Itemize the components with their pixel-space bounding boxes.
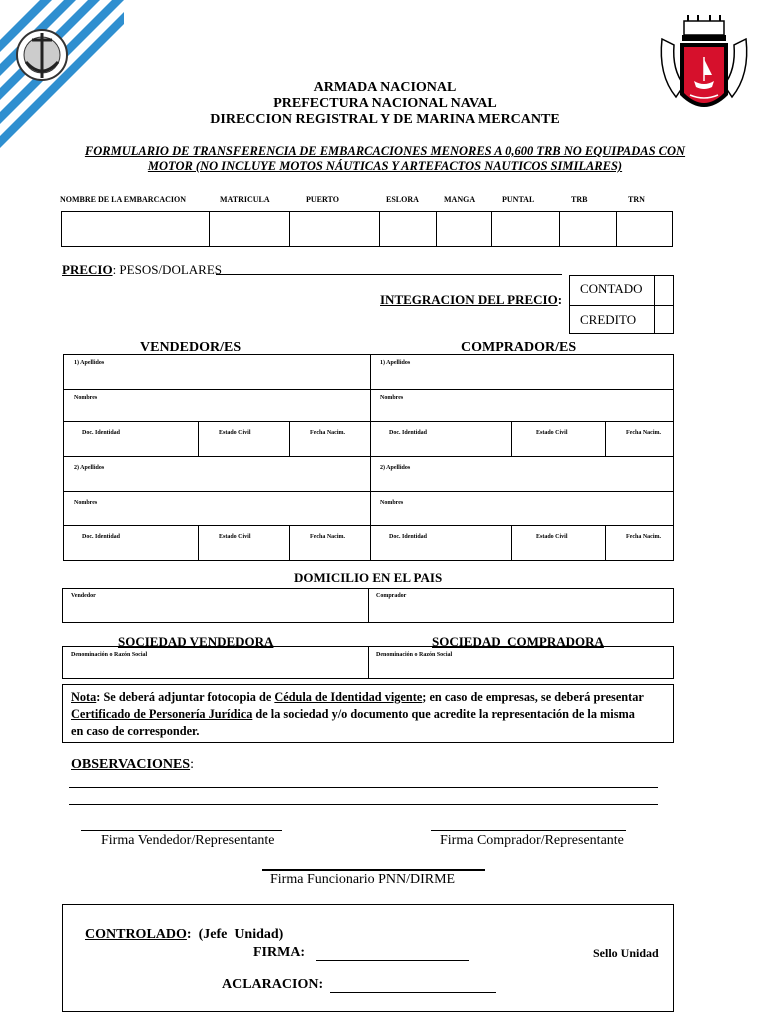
seller1-doc-field[interactable]: Doc. Identidad — [82, 430, 121, 436]
sociedad-seller-heading: SOCIEDAD VENDEDORA — [118, 634, 274, 649]
cell-divider — [511, 421, 512, 456]
domicilio-divider — [368, 589, 369, 622]
seller-heading: VENDEDOR/ES — [140, 340, 242, 355]
buyer1-apellidos-field[interactable]: 1) Apellidos — [380, 360, 411, 366]
col-header-matricula: MATRICULA — [220, 195, 270, 204]
cell-divider — [511, 525, 512, 560]
cell-divider — [198, 525, 199, 560]
observaciones-input-line-1[interactable] — [69, 787, 658, 788]
integracion-line — [380, 292, 562, 308]
buyer1-nombres-field[interactable]: Nombres — [380, 395, 404, 401]
sociedad-seller-field[interactable]: Denominación o Razón Social — [71, 652, 148, 658]
row-divider — [64, 525, 673, 526]
vessel-eslora-input[interactable] — [380, 212, 437, 246]
note-label: Nota — [71, 690, 97, 704]
controlado-box — [62, 904, 674, 1012]
price-input-line[interactable] — [216, 274, 562, 275]
vessel-row — [61, 211, 673, 247]
vessel-puntal-input[interactable] — [492, 212, 560, 246]
observaciones-label: OBSERVACIONES — [71, 757, 191, 772]
cell-divider — [289, 421, 290, 456]
parties-table — [63, 354, 674, 561]
integracion-colon: : — [557, 292, 563, 307]
price-label: PRECIO — [62, 262, 113, 277]
seller2-doc-field[interactable]: Doc. Identidad — [82, 534, 121, 540]
domicilio-seller-field[interactable]: Vendedor — [71, 593, 96, 599]
option-credito-label: CREDITO — [580, 312, 637, 327]
aclaracion-label: ACLARACION: — [222, 977, 324, 992]
vessel-trn-input[interactable] — [617, 212, 672, 246]
domicilio-buyer-field[interactable]: Comprador — [376, 593, 407, 599]
form-title-line-1: FORMULARIO DE TRANSFERENCIA DE EMBARCACIONES MENORES A 0,600 TRB NO EQUIPADAS CON — [84, 144, 686, 158]
firma-label: FIRMA: — [253, 945, 306, 960]
buyer2-estado-field[interactable]: Estado Civil — [536, 534, 568, 540]
row-divider — [64, 389, 673, 390]
col-header-manga: MANGA — [444, 195, 476, 204]
buyer-heading: COMPRADOR/ES — [461, 340, 577, 355]
sociedad-buyer-field[interactable]: Denominación o Razón Social — [376, 652, 453, 658]
buyer2-nombres-field[interactable]: Nombres — [380, 500, 404, 506]
row-divider — [64, 421, 673, 422]
row-divider — [64, 491, 673, 492]
col-header-trn: TRN — [628, 195, 645, 204]
vessel-matricula-input[interactable] — [210, 212, 290, 246]
note-certificado: Certificado de Personería Jurídica — [71, 707, 253, 721]
seller2-apellidos-field[interactable]: 2) Apellidos — [74, 465, 105, 471]
option-contado-checkbox[interactable] — [654, 276, 674, 305]
official-signature-line[interactable] — [262, 869, 485, 871]
seller1-estado-field[interactable]: Estado Civil — [219, 430, 251, 436]
domicilio-heading: DOMICILIO EN EL PAIS — [294, 570, 443, 585]
controlado-role: : (Jefe Unidad) — [186, 927, 284, 942]
observaciones-colon: : — [190, 757, 194, 772]
col-header-puntal: PUNTAL — [502, 195, 535, 204]
firma-input-line[interactable] — [316, 960, 469, 961]
cell-divider — [605, 421, 606, 456]
vessel-trb-input[interactable] — [560, 212, 617, 246]
option-credito-checkbox[interactable] — [654, 305, 674, 333]
controlado-line — [71, 911, 283, 959]
form-title-line-2: MOTOR (NO INCLUYE MOTOS NÁUTICAS Y ARTEFACTOS NAUTICOS SIMILARES) — [147, 159, 623, 173]
header-line-1: ARMADA NACIONAL — [313, 80, 457, 95]
payment-options — [569, 275, 674, 334]
buyer1-estado-field[interactable]: Estado Civil — [536, 430, 568, 436]
buyer1-doc-field[interactable]: Doc. Identidad — [389, 430, 428, 436]
cell-divider — [198, 421, 199, 456]
observaciones-input-line-2[interactable] — [69, 804, 658, 805]
form-title — [40, 144, 730, 174]
col-header-puerto: PUERTO — [306, 195, 339, 204]
col-header-nombre: NOMBRE DE LA EMBARCACION — [60, 195, 187, 204]
observaciones-line — [71, 757, 194, 773]
header-line-3: DIRECCION REGISTRAL Y DE MARINA MERCANTE — [210, 112, 560, 127]
sociedad-table — [62, 646, 674, 679]
note-text-1: : Se deberá adjuntar fotocopia de — [96, 690, 275, 704]
sociedad-divider — [368, 647, 369, 678]
integracion-label: INTEGRACION DEL PRECIO — [380, 292, 558, 307]
col-header-eslora: ESLORA — [386, 195, 419, 204]
seller2-estado-field[interactable]: Estado Civil — [219, 534, 251, 540]
sociedad-buyer-heading: SOCIEDAD COMPRADORA — [432, 634, 604, 649]
row-divider — [64, 456, 673, 457]
seller2-nombres-field[interactable]: Nombres — [74, 500, 98, 506]
note-text-3: de la sociedad y/o documento que acredite la representación de la misma — [252, 707, 635, 721]
price-line — [62, 262, 222, 278]
buyer2-fecha-field[interactable]: Fecha Nacim. — [626, 534, 661, 540]
seller1-fecha-field[interactable]: Fecha Nacim. — [310, 430, 345, 436]
seller-signature-label: Firma Vendedor/Representante — [101, 833, 275, 848]
parties-center-divider — [370, 355, 371, 560]
col-header-trb: TRB — [571, 195, 588, 204]
sello-label: Sello Unidad — [593, 946, 659, 960]
buyer-signature-line[interactable] — [431, 830, 626, 831]
seller1-apellidos-field[interactable]: 1) Apellidos — [74, 360, 105, 366]
official-signature-label: Firma Funcionario PNN/DIRME — [270, 872, 456, 887]
controlado-label: CONTROLADO — [85, 927, 187, 942]
vessel-puerto-input[interactable] — [290, 212, 380, 246]
header-title — [0, 80, 770, 128]
option-contado-label: CONTADO — [580, 281, 643, 296]
price-currency-text: : PESOS/DOLARES — [112, 262, 223, 277]
note-box — [62, 684, 674, 743]
vessel-nombre-input[interactable] — [62, 212, 210, 246]
note-line-1 — [71, 689, 665, 706]
vessel-manga-input[interactable] — [437, 212, 492, 246]
note-text-2: ; en caso de empresas, se deberá presentar — [422, 690, 644, 704]
buyer-signature-label: Firma Comprador/Representante — [440, 833, 624, 848]
seller-signature-line[interactable] — [81, 830, 282, 831]
buyer1-fecha-field[interactable]: Fecha Nacim. — [626, 430, 661, 436]
seller1-nombres-field[interactable]: Nombres — [74, 395, 98, 401]
cell-divider — [289, 525, 290, 560]
buyer2-doc-field[interactable]: Doc. Identidad — [389, 534, 428, 540]
note-line-2 — [71, 706, 665, 723]
domicilio-table — [62, 588, 674, 623]
cell-divider — [605, 525, 606, 560]
note-cedula: Cédula de Identidad vigente — [274, 690, 423, 704]
aclaracion-input-line[interactable] — [330, 992, 496, 993]
buyer2-apellidos-field[interactable]: 2) Apellidos — [380, 465, 411, 471]
note-text-4: en caso de corresponder. — [71, 724, 200, 738]
seller2-fecha-field[interactable]: Fecha Nacim. — [310, 534, 345, 540]
header-line-2: PREFECTURA NACIONAL NAVAL — [273, 96, 497, 111]
